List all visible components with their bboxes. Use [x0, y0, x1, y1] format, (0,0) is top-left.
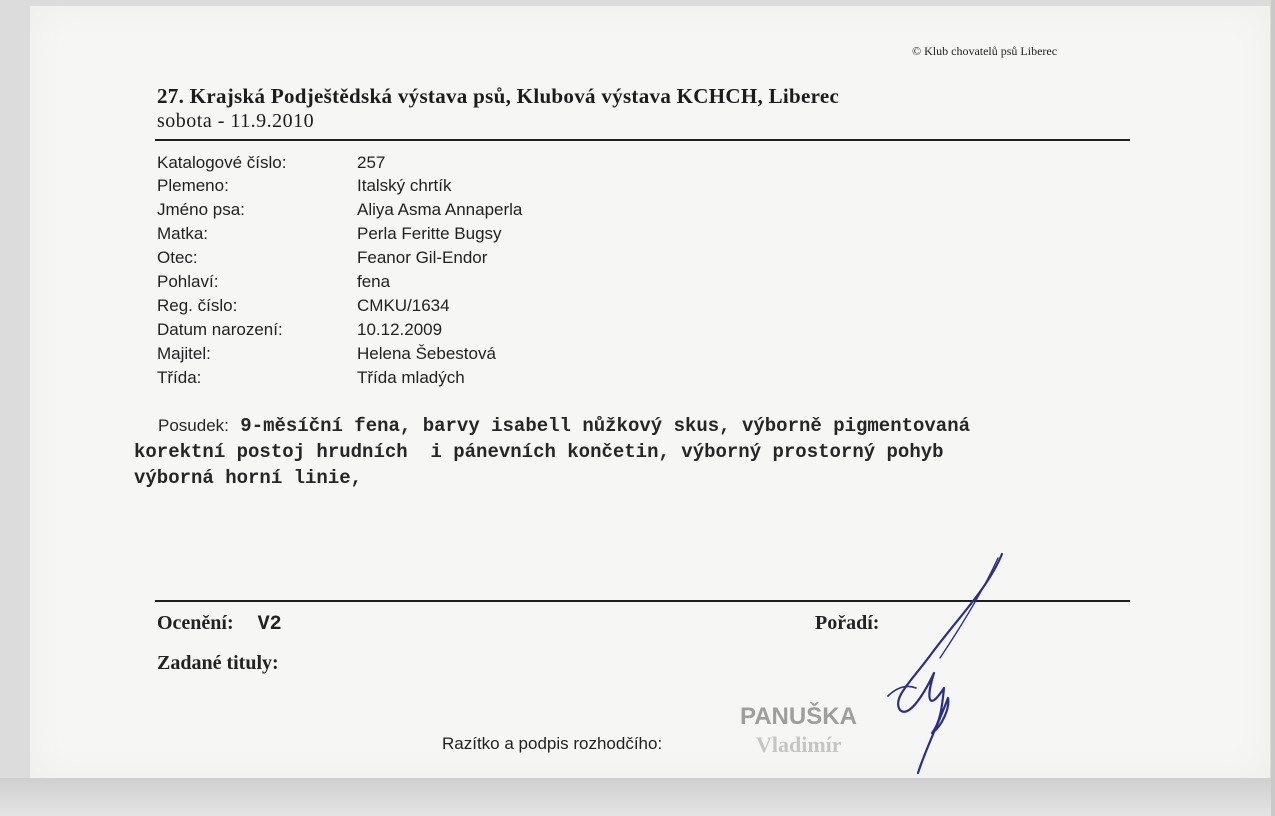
header-divider [155, 139, 1130, 141]
field-value: 10.12.2009 [357, 320, 443, 339]
field-label: Plemeno: [157, 176, 229, 195]
field-value: Helena Šebestová [357, 344, 496, 363]
field-label: Reg. číslo: [157, 296, 238, 315]
judge-stamp [738, 694, 888, 764]
field-breed [157, 174, 451, 197]
field-birth-date [157, 318, 442, 341]
placement-label: Pořadí: [815, 612, 880, 634]
judge-report-line-2: korektní postoj hrudních i pánevních končetin, výborný prostorný pohyb [134, 441, 944, 463]
judge-report-line-1: 9-měsíční fena, barvy isabell nůžkový skus, výborně pigmentovaná [228, 415, 971, 437]
judge-signature [870, 548, 1020, 778]
field-label: Majitel: [157, 344, 211, 363]
field-value: Italský chrtík [357, 176, 452, 195]
field-owner [157, 342, 496, 365]
field-label: Matka: [157, 224, 209, 243]
field-value: fena [357, 272, 391, 291]
field-label: Datum narození: [157, 320, 283, 339]
field-dog-name [157, 198, 522, 221]
copyright-notice: © Klub chovatelů psů Liberec [912, 44, 1058, 58]
judge-report-label: Posudek: [158, 416, 229, 435]
field-value: Perla Feritte Bugsy [357, 224, 502, 243]
field-label: Katalogové číslo: [157, 153, 287, 172]
field-value: Třída mladých [357, 368, 465, 387]
scan-right-edge [1271, 0, 1275, 816]
field-label: Třída: [157, 368, 202, 387]
field-value: CMKU/1634 [357, 296, 450, 315]
field-dam [157, 222, 502, 245]
field-value: Aliya Asma Annaperla [357, 200, 523, 219]
field-label: Otec: [157, 248, 198, 267]
field-value: Feanor Gil-Endor [357, 248, 488, 267]
field-label: Pohlaví: [157, 272, 219, 291]
stamp-text-surname: PANUŠKA [740, 703, 857, 730]
stamp-signature-label: Razítko a podpis rozhodčího: [442, 734, 663, 753]
titles-label: Zadané tituly: [157, 652, 279, 674]
scan-bottom-edge [0, 778, 1275, 816]
award-value: V2 [257, 613, 282, 636]
award-row [157, 612, 282, 636]
show-title: 27. Krajská Podještědská výstava psů, Klubová výstava KCHCH, Liberec [157, 84, 840, 108]
field-value: 257 [357, 153, 386, 172]
show-date: sobota - 11.9.2010 [157, 110, 315, 132]
field-label: Jméno psa: [157, 200, 245, 219]
judge-report-line-3: výborná horní linie, [134, 467, 363, 489]
award-label: Ocenění: [157, 612, 234, 634]
stamp-text-firstname: Vladimír [756, 732, 842, 757]
field-sex [157, 270, 390, 293]
field-reg-number [157, 294, 450, 317]
field-sire [157, 246, 487, 269]
field-catalog-number [157, 151, 385, 174]
judge-report [134, 413, 1264, 491]
field-class [157, 366, 465, 389]
